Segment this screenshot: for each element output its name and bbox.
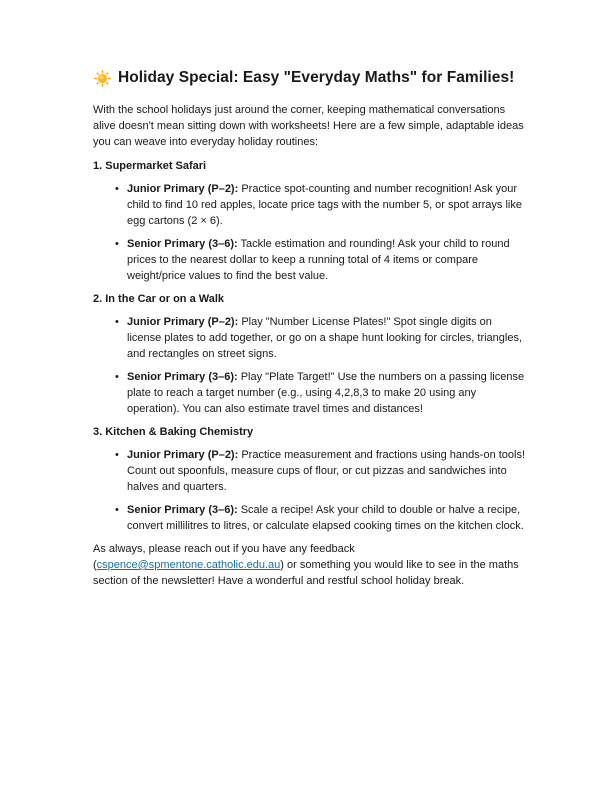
section-heading: 1. Supermarket Safari [93, 160, 207, 172]
bullet-icon: • [115, 238, 119, 250]
item-text: Practice measurement and fractions using hands-on tools! Count out spoonfuls, measure cups of flour, or cut pizzas and sandwiches into halves and quarters. [127, 449, 526, 493]
item-label: Senior Primary (3–6): [127, 371, 238, 383]
bullet-icon: • [115, 316, 119, 328]
list-item [93, 181, 526, 229]
section-list [93, 314, 526, 417]
item-label: Junior Primary (P–2): [127, 183, 239, 195]
list-item [93, 502, 526, 534]
closing-paragraph [93, 541, 526, 589]
item-label: Junior Primary (P–2): [127, 316, 239, 328]
item-text: Play "Plate Target!" Use the numbers on a passing license plate to reach a target number (e.g., using 4,2,8,3 to make 20 using any operation). You can also estimate travel times and distances! [127, 371, 525, 415]
section-list [93, 447, 526, 534]
section-heading: 3. Kitchen & Baking Chemistry [93, 426, 254, 438]
list-item [93, 369, 526, 417]
email-link[interactable]: cspence@spmentone.catholic.edu.au [96, 559, 281, 571]
list-item [93, 314, 526, 362]
bullet-icon: • [115, 371, 119, 383]
page-title-row [93, 68, 526, 88]
item-label: Senior Primary (3–6): [127, 238, 238, 250]
item-text: Play "Number License Plates!" Spot single digits on license plates to add together, or go on a shape hunt looking for circles, triangles, and rectangles on street signs. [127, 316, 523, 360]
list-item [93, 236, 526, 284]
closing-text-after: ) or something you would like to see in the maths section of the newsletter! Have a wonderful and restful school holiday break. [93, 559, 519, 587]
bullet-icon: • [115, 449, 119, 461]
section-list [93, 181, 526, 284]
sun-icon [94, 70, 111, 87]
list-item [93, 447, 526, 495]
bullet-icon: • [115, 183, 119, 195]
item-text: Scale a recipe! Ask your child to double or halve a recipe, convert millilitres to litres, or calculate elapsed cooking times on the kitchen clock. [127, 504, 524, 532]
section-heading: 2. In the Car or on a Walk [93, 293, 225, 305]
item-text: Practice spot-counting and number recognition! Ask your child to find 10 red apples, locate price tags with the number 5, or spot arrays like egg cartons (2 × 6). [127, 183, 522, 227]
item-text: Tackle estimation and rounding! Ask your child to round prices to the nearest dollar to keep a running total of 4 items or compare weight/price values to find the best value. [127, 238, 510, 282]
bullet-icon: • [115, 504, 119, 516]
item-label: Junior Primary (P–2): [127, 449, 239, 461]
closing-text-before: As always, please reach out if you have any feedback ( [93, 543, 355, 571]
intro-paragraph: With the school holidays just around the corner, keeping mathematical conversations alive doesn't mean sitting down with worksheets! Here are a few simple, adaptable ideas you can weave into everyday holiday routines: [93, 104, 524, 148]
page-title: Holiday Special: Easy "Everyday Maths" for Families! [118, 69, 515, 86]
item-label: Senior Primary (3–6): [127, 504, 238, 516]
